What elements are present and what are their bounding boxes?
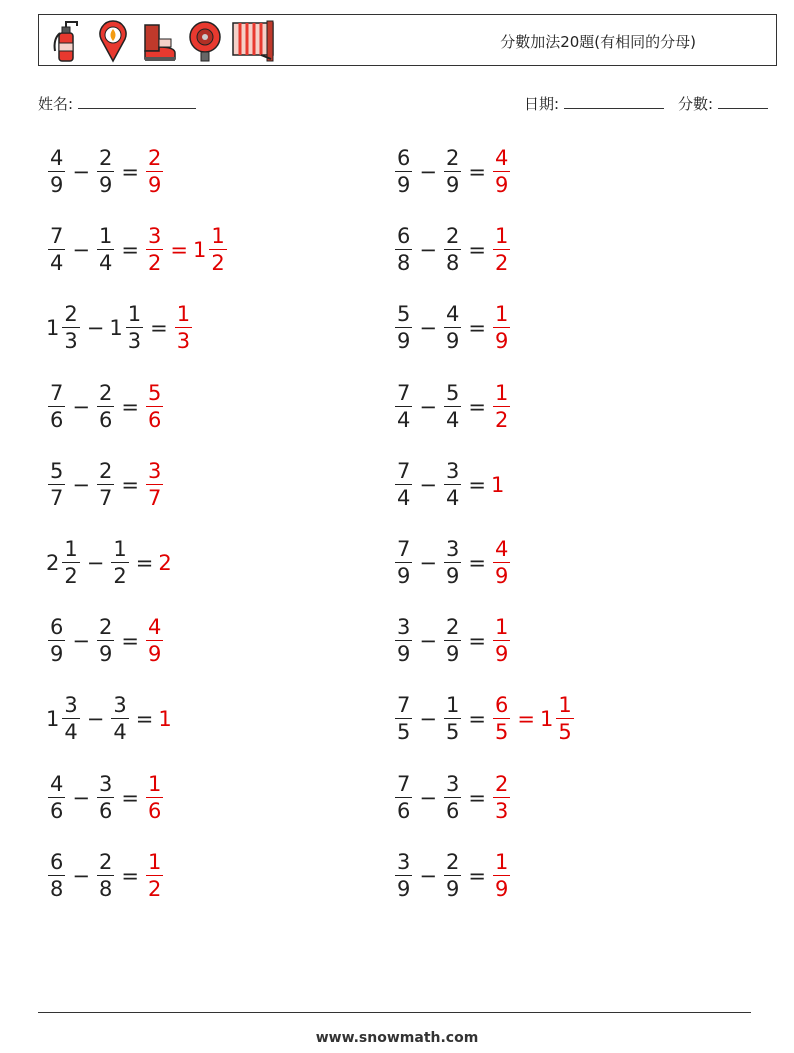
numerator: 1 <box>113 537 127 561</box>
answer <box>491 771 512 823</box>
footer-divider <box>38 1012 751 1013</box>
denominator: 9 <box>147 642 162 667</box>
denominator: 4 <box>98 251 113 276</box>
denominator: 5 <box>397 720 411 745</box>
denominator: 9 <box>98 173 113 197</box>
fraction <box>146 148 163 196</box>
fraction <box>444 849 461 901</box>
numerator: 2 <box>147 146 162 170</box>
denominator: 5 <box>558 720 572 745</box>
numerator: 7 <box>397 693 411 718</box>
minus-sign: − <box>72 472 90 497</box>
name-blank[interactable] <box>78 94 196 109</box>
denominator: 9 <box>445 564 460 588</box>
denominator: 6 <box>397 798 411 823</box>
date-blank[interactable] <box>564 94 664 109</box>
fire-alarm-bell-icon <box>185 19 225 63</box>
name-field <box>38 93 196 114</box>
problem-item <box>46 766 165 830</box>
fire-extinguisher-icon <box>47 19 87 63</box>
answer <box>144 849 165 901</box>
numerator: 1 <box>211 224 225 249</box>
denominator: 9 <box>50 642 64 667</box>
minus-sign: − <box>419 785 437 810</box>
answer <box>491 304 512 352</box>
minus-sign: − <box>86 316 105 341</box>
problem-item <box>46 609 165 673</box>
numerator: 3 <box>113 693 127 718</box>
denominator: 2 <box>494 251 509 276</box>
denominator: 8 <box>397 251 411 276</box>
fraction <box>48 380 65 432</box>
whole-number: 1 <box>490 472 505 497</box>
fraction <box>493 849 510 901</box>
denominator: 5 <box>445 720 460 745</box>
denominator: 7 <box>98 485 113 510</box>
fraction <box>146 849 163 901</box>
fraction <box>62 695 79 743</box>
equals-sign: = <box>170 238 188 263</box>
minus-sign: − <box>72 238 90 263</box>
numerator: 3 <box>445 458 460 483</box>
numerator: 7 <box>397 380 411 405</box>
numerator: 2 <box>98 146 113 170</box>
problem-item <box>46 218 229 282</box>
denominator: 3 <box>176 329 191 354</box>
numerator: 6 <box>397 146 411 170</box>
denominator: 9 <box>397 564 411 588</box>
equals-sign: = <box>468 629 486 654</box>
denominator: 2 <box>64 564 78 588</box>
numerator: 4 <box>147 615 162 640</box>
answer <box>158 551 172 575</box>
denominator: 9 <box>494 642 509 667</box>
fraction <box>395 380 412 432</box>
numerator: 4 <box>50 146 64 170</box>
denominator: 5 <box>494 720 509 745</box>
denominator: 9 <box>397 642 411 667</box>
equals-sign: = <box>468 394 486 419</box>
numerator: 4 <box>494 146 509 170</box>
denominator: 9 <box>98 642 113 667</box>
numerator: 2 <box>445 849 460 874</box>
denominator: 4 <box>445 407 460 432</box>
problem-item <box>393 218 512 282</box>
numerator: 3 <box>147 224 162 249</box>
equals-sign: = <box>150 316 168 341</box>
minus-sign: − <box>86 707 105 732</box>
problem-item <box>46 453 165 517</box>
denominator: 9 <box>397 876 411 901</box>
denominator: 9 <box>494 564 509 588</box>
denominator: 6 <box>98 407 113 432</box>
numerator: 1 <box>558 693 572 718</box>
answer <box>491 539 512 587</box>
denominator: 2 <box>147 876 162 901</box>
equals-sign: = <box>468 316 486 341</box>
fraction <box>175 304 192 352</box>
equals-sign: = <box>468 551 486 575</box>
numerator: 6 <box>50 615 64 640</box>
fraction <box>395 304 412 352</box>
denominator: 4 <box>50 251 64 276</box>
minus-sign: − <box>419 160 437 184</box>
score-field <box>678 93 768 114</box>
numerator: 1 <box>494 849 509 874</box>
problem-item <box>46 687 173 751</box>
denominator: 3 <box>494 798 509 823</box>
fraction <box>48 771 65 823</box>
denominator: 3 <box>64 329 78 354</box>
numerator: 6 <box>494 693 509 718</box>
denominator: 8 <box>98 876 113 901</box>
answer <box>173 304 194 352</box>
answer <box>144 148 165 196</box>
denominator: 4 <box>445 485 460 510</box>
numerator: 3 <box>98 771 113 796</box>
numerator: 2 <box>445 615 460 640</box>
denominator: 9 <box>50 173 64 197</box>
problem-item <box>393 766 512 830</box>
minus-sign: − <box>419 316 437 341</box>
equals-sign: = <box>468 472 486 497</box>
equals-sign: = <box>468 238 486 263</box>
fraction <box>146 617 163 665</box>
fraction <box>111 695 128 743</box>
minus-sign: − <box>419 394 437 419</box>
minus-sign: − <box>419 551 437 575</box>
fraction <box>395 458 412 510</box>
equals-sign: = <box>468 785 486 810</box>
fraction <box>395 226 412 274</box>
fraction <box>97 771 114 823</box>
minus-sign: − <box>419 472 437 497</box>
denominator: 9 <box>445 173 460 197</box>
fraction <box>146 380 163 432</box>
denominator: 8 <box>445 251 460 276</box>
minus-sign: − <box>72 785 90 810</box>
fraction <box>97 148 114 196</box>
fraction <box>126 304 143 352</box>
numerator: 2 <box>98 849 113 874</box>
problem-item <box>393 453 505 517</box>
whole-number: 1 <box>46 316 60 341</box>
numerator: 3 <box>397 849 411 874</box>
answer <box>491 617 512 665</box>
fraction <box>395 617 412 665</box>
score-label: 分數: <box>678 95 714 113</box>
denominator: 7 <box>147 485 162 510</box>
problem-item <box>393 296 512 360</box>
numerator: 4 <box>445 302 460 327</box>
denominator: 9 <box>445 642 460 667</box>
numerator: 2 <box>98 380 113 405</box>
denominator: 6 <box>98 798 113 823</box>
denominator: 9 <box>397 329 411 354</box>
denominator: 6 <box>147 798 162 823</box>
minus-sign: − <box>72 629 90 654</box>
denominator: 4 <box>113 720 127 745</box>
minus-sign: − <box>419 863 437 888</box>
equals-sign: = <box>121 394 139 419</box>
numerator: 7 <box>397 458 411 483</box>
numerator: 2 <box>494 771 509 796</box>
header-box <box>38 14 777 66</box>
fraction <box>493 304 510 352</box>
answer <box>144 771 165 823</box>
numerator: 1 <box>494 615 509 640</box>
denominator: 4 <box>397 407 411 432</box>
fraction <box>97 226 114 274</box>
numerator: 3 <box>64 693 78 718</box>
fraction <box>146 458 163 510</box>
numerator: 3 <box>147 458 162 483</box>
fraction <box>48 849 65 901</box>
numerator: 2 <box>445 146 460 170</box>
fraction <box>444 226 461 274</box>
denominator: 6 <box>445 798 460 823</box>
fire-location-pin-icon <box>93 19 133 63</box>
problem-item <box>393 687 576 751</box>
denominator: 2 <box>494 407 509 432</box>
minus-sign: − <box>419 707 437 732</box>
numerator: 6 <box>50 849 64 874</box>
numerator: 1 <box>494 224 509 249</box>
fraction <box>97 849 114 901</box>
numerator: 1 <box>98 224 113 249</box>
numerator: 6 <box>397 224 411 249</box>
denominator: 7 <box>50 485 64 510</box>
fraction <box>444 148 461 196</box>
minus-sign: − <box>86 551 105 575</box>
minus-sign: − <box>419 629 437 654</box>
numerator: 7 <box>397 771 411 796</box>
denominator: 8 <box>50 876 64 901</box>
numerator: 3 <box>445 537 460 561</box>
fraction <box>395 695 412 743</box>
fraction <box>493 380 510 432</box>
numerator: 5 <box>50 458 64 483</box>
denominator: 9 <box>494 173 509 197</box>
equals-sign: = <box>468 160 486 184</box>
numerator: 1 <box>147 849 162 874</box>
fire-boot-icon <box>139 19 179 63</box>
equals-sign: = <box>468 707 486 732</box>
numerator: 1 <box>127 302 142 327</box>
answer <box>491 849 512 901</box>
answer <box>144 380 165 432</box>
answer <box>491 380 512 432</box>
denominator: 2 <box>147 251 162 276</box>
numerator: 7 <box>397 537 411 561</box>
problem-item <box>393 531 512 595</box>
answer <box>144 226 229 274</box>
equals-sign: = <box>135 551 154 575</box>
numerator: 7 <box>50 380 64 405</box>
fraction <box>48 617 65 665</box>
fraction <box>444 304 461 352</box>
answer <box>491 226 512 274</box>
fraction <box>395 539 412 587</box>
fraction <box>395 849 412 901</box>
minus-sign: − <box>72 160 90 184</box>
fraction <box>444 539 461 587</box>
footer-url: www.snowmath.com <box>315 1030 479 1046</box>
denominator: 6 <box>147 407 162 432</box>
numerator: 2 <box>64 302 78 327</box>
date-field <box>524 93 664 114</box>
answer <box>158 707 172 731</box>
minus-sign: − <box>72 394 90 419</box>
answer <box>144 617 165 665</box>
fraction <box>62 539 79 587</box>
whole-number: 1 <box>46 707 60 732</box>
name-label: 姓名: <box>38 95 74 113</box>
fraction <box>395 771 412 823</box>
fraction <box>97 380 114 432</box>
fraction <box>493 226 510 274</box>
whole-number: 1 <box>158 707 172 732</box>
equals-sign: = <box>135 707 154 732</box>
equals-sign: = <box>121 472 139 497</box>
fraction <box>444 380 461 432</box>
denominator: 9 <box>494 329 509 354</box>
header-icons <box>47 19 271 63</box>
equals-sign: = <box>121 160 139 184</box>
denominator: 9 <box>397 173 411 197</box>
denominator: 3 <box>127 329 142 354</box>
problem-item <box>46 844 165 908</box>
numerator: 1 <box>176 302 191 327</box>
numerator: 5 <box>445 380 460 405</box>
numerator: 1 <box>64 537 78 561</box>
date-label: 日期: <box>524 95 560 113</box>
fraction <box>444 771 461 823</box>
denominator: 6 <box>50 407 64 432</box>
numerator: 1 <box>494 302 509 327</box>
fraction <box>493 695 510 743</box>
fraction <box>48 148 65 196</box>
numerator: 5 <box>397 302 411 327</box>
answer <box>491 695 576 743</box>
problem-item <box>46 296 194 360</box>
answer <box>491 473 505 497</box>
fraction <box>493 617 510 665</box>
numerator: 1 <box>147 771 162 796</box>
numerator: 4 <box>494 537 509 561</box>
problem-item <box>46 375 165 439</box>
fraction <box>146 226 163 274</box>
fraction <box>556 695 573 743</box>
fraction <box>444 458 461 510</box>
numerator: 7 <box>50 224 64 249</box>
minus-sign: − <box>419 238 437 263</box>
problem-item <box>46 140 165 204</box>
denominator: 9 <box>147 173 162 197</box>
numerator: 5 <box>147 380 162 405</box>
fraction <box>395 148 412 196</box>
denominator: 9 <box>494 876 509 901</box>
denominator: 4 <box>397 485 411 510</box>
denominator: 6 <box>50 798 64 823</box>
equals-sign: = <box>121 238 139 263</box>
denominator: 4 <box>64 720 78 745</box>
equals-sign: = <box>468 863 486 888</box>
equals-sign: = <box>517 707 535 732</box>
fraction <box>444 695 461 743</box>
denominator: 2 <box>113 564 127 588</box>
minus-sign: − <box>72 863 90 888</box>
fraction <box>493 771 510 823</box>
problem-item <box>393 140 512 204</box>
numerator: 1 <box>494 380 509 405</box>
equals-sign: = <box>121 863 139 888</box>
answer <box>144 458 165 510</box>
fire-hose-icon <box>231 19 271 63</box>
denominator: 2 <box>211 251 225 276</box>
whole-number: 1 <box>539 707 554 732</box>
score-blank[interactable] <box>718 94 768 109</box>
numerator: 3 <box>397 615 411 640</box>
denominator: 9 <box>445 876 460 901</box>
fraction <box>493 539 510 587</box>
whole-number: 1 <box>109 316 123 341</box>
fraction <box>97 458 114 510</box>
numerator: 2 <box>445 224 460 249</box>
fraction <box>444 617 461 665</box>
numerator: 1 <box>445 693 460 718</box>
equals-sign: = <box>121 629 139 654</box>
whole-number: 2 <box>158 551 172 575</box>
numerator: 2 <box>98 458 113 483</box>
numerator: 4 <box>50 771 64 796</box>
fraction <box>97 617 114 665</box>
worksheet-title: 分數加法20題(有相同的分母) <box>500 33 696 51</box>
fraction <box>493 148 510 196</box>
fraction <box>111 539 128 587</box>
equals-sign: = <box>121 785 139 810</box>
whole-number: 2 <box>46 551 60 575</box>
fraction <box>209 226 226 274</box>
numerator: 3 <box>445 771 460 796</box>
problem-item <box>46 531 173 595</box>
denominator: 9 <box>445 329 460 354</box>
whole-number: 1 <box>192 238 207 263</box>
fraction <box>48 458 65 510</box>
fraction <box>48 226 65 274</box>
problem-item <box>393 609 512 673</box>
problem-item <box>393 844 512 908</box>
fraction <box>62 304 79 352</box>
numerator: 2 <box>98 615 113 640</box>
fraction <box>146 771 163 823</box>
problem-item <box>393 375 512 439</box>
answer <box>491 148 512 196</box>
